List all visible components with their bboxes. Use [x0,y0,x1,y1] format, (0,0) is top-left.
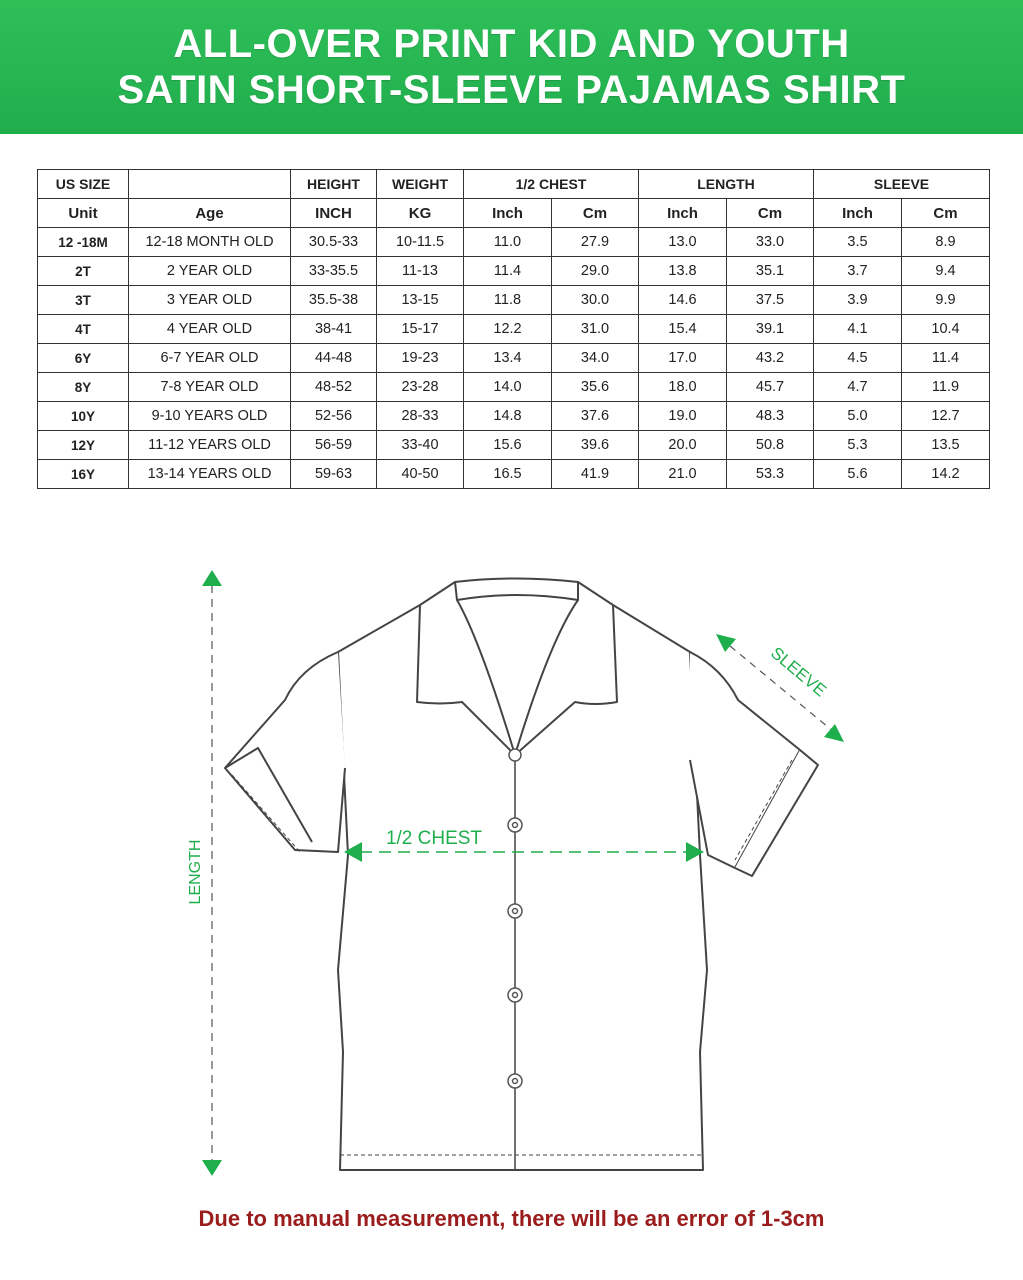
table-row [38,460,990,489]
cell-sleeve-inch: 3.7 [814,257,902,286]
header-us-size: US SIZE [38,170,129,199]
cell-weight: 19-23 [377,344,464,373]
cell-chest-inch: 11.0 [464,228,552,257]
cell-size: 6Y [38,344,129,373]
cell-weight: 28-33 [377,402,464,431]
cell-sleeve-inch: 5.3 [814,431,902,460]
cell-sleeve-cm: 8.9 [902,228,990,257]
cell-size: 2T [38,257,129,286]
cell-weight: 40-50 [377,460,464,489]
cell-age: 2 YEAR OLD [129,257,291,286]
table-row [38,315,990,344]
header-height: HEIGHT [291,170,377,199]
arrow-down-icon [202,1160,222,1176]
cell-sleeve-cm: 9.9 [902,286,990,315]
cell-height: 38-41 [291,315,377,344]
shirt-diagram [0,540,1023,1190]
cell-sleeve-cm: 11.4 [902,344,990,373]
cell-sleeve-cm: 14.2 [902,460,990,489]
cell-size: 10Y [38,402,129,431]
table-row [38,228,990,257]
table-row [38,373,990,402]
cell-sleeve-inch: 5.0 [814,402,902,431]
cell-weight: 15-17 [377,315,464,344]
cell-length-cm: 45.7 [727,373,814,402]
cell-height: 59-63 [291,460,377,489]
title-line-2: SATIN SHORT-SLEEVE PAJAMAS SHIRT [117,68,906,112]
cell-length-cm: 33.0 [727,228,814,257]
cell-length-cm: 50.8 [727,431,814,460]
cell-chest-cm: 31.0 [552,315,639,344]
cell-length-inch: 13.0 [639,228,727,257]
table-row [38,286,990,315]
header-sleeve: SLEEVE [814,170,990,199]
cell-age: 9-10 YEARS OLD [129,402,291,431]
arrow-up-icon [202,570,222,586]
cell-age: 6-7 YEAR OLD [129,344,291,373]
size-chart-table [37,169,990,489]
cell-age: 3 YEAR OLD [129,286,291,315]
chest-label: 1/2 CHEST [385,828,483,849]
header-length: LENGTH [639,170,814,199]
table-row [38,431,990,460]
title-banner [0,0,1023,134]
cell-height: 44-48 [291,344,377,373]
title-line-1: ALL-OVER PRINT KID AND YOUTH [173,22,850,66]
cell-age: 11-12 YEARS OLD [129,431,291,460]
cell-weight: 23-28 [377,373,464,402]
cell-length-inch: 21.0 [639,460,727,489]
cell-chest-inch: 13.4 [464,344,552,373]
table-header-row-1 [38,170,990,199]
cell-chest-inch: 16.5 [464,460,552,489]
cell-age: 4 YEAR OLD [129,315,291,344]
cell-length-inch: 18.0 [639,373,727,402]
cell-height: 35.5-38 [291,286,377,315]
cell-size: 8Y [38,373,129,402]
cell-size: 16Y [38,460,129,489]
cell-height: 52-56 [291,402,377,431]
cell-length-cm: 53.3 [727,460,814,489]
header-weight: WEIGHT [377,170,464,199]
header-length-inch: Inch [639,199,727,228]
length-label: LENGTH [187,839,204,905]
cell-chest-inch: 14.0 [464,373,552,402]
cell-height: 33-35.5 [291,257,377,286]
header-blank [129,170,291,199]
cell-sleeve-cm: 12.7 [902,402,990,431]
header-unit: Unit [38,199,129,228]
cell-weight: 13-15 [377,286,464,315]
cell-height: 48-52 [291,373,377,402]
cell-age: 7-8 YEAR OLD [129,373,291,402]
header-length-cm: Cm [727,199,814,228]
cell-chest-cm: 35.6 [552,373,639,402]
cell-sleeve-inch: 4.5 [814,344,902,373]
cell-sleeve-inch: 4.7 [814,373,902,402]
cell-height: 30.5-33 [291,228,377,257]
sleeve-label: SLEEVE [767,643,830,701]
cell-length-cm: 39.1 [727,315,814,344]
cell-chest-inch: 15.6 [464,431,552,460]
cell-size: 4T [38,315,129,344]
header-chest: 1/2 CHEST [464,170,639,199]
cell-chest-cm: 29.0 [552,257,639,286]
cell-height: 56-59 [291,431,377,460]
cell-length-cm: 37.5 [727,286,814,315]
cell-chest-cm: 34.0 [552,344,639,373]
header-height-unit: INCH [291,199,377,228]
table-row [38,257,990,286]
header-age: Age [129,199,291,228]
cell-length-cm: 35.1 [727,257,814,286]
arrow-up-left-icon [716,634,736,652]
cell-weight: 11-13 [377,257,464,286]
cell-chest-inch: 11.8 [464,286,552,315]
header-chest-inch: Inch [464,199,552,228]
length-measure [187,570,222,1176]
cell-length-cm: 43.2 [727,344,814,373]
cell-weight: 10-11.5 [377,228,464,257]
cell-sleeve-inch: 3.5 [814,228,902,257]
cell-sleeve-inch: 5.6 [814,460,902,489]
cell-length-cm: 48.3 [727,402,814,431]
cell-length-inch: 15.4 [639,315,727,344]
cell-size: 12 -18M [38,228,129,257]
arrow-down-right-icon [824,724,844,742]
cell-length-inch: 14.6 [639,286,727,315]
cell-size: 3T [38,286,129,315]
cell-size: 12Y [38,431,129,460]
table-row [38,402,990,431]
measurement-note: Due to manual measurement, there will be an error of 1-3cm [198,1206,825,1231]
cell-length-inch: 20.0 [639,431,727,460]
cell-weight: 33-40 [377,431,464,460]
cell-length-inch: 13.8 [639,257,727,286]
cell-sleeve-inch: 3.9 [814,286,902,315]
cell-sleeve-cm: 11.9 [902,373,990,402]
header-sleeve-inch: Inch [814,199,902,228]
cell-length-inch: 17.0 [639,344,727,373]
cell-chest-cm: 30.0 [552,286,639,315]
cell-sleeve-cm: 9.4 [902,257,990,286]
header-sleeve-cm: Cm [902,199,990,228]
cell-chest-cm: 27.9 [552,228,639,257]
cell-length-inch: 19.0 [639,402,727,431]
cell-chest-inch: 11.4 [464,257,552,286]
header-weight-unit: KG [377,199,464,228]
cell-sleeve-cm: 13.5 [902,431,990,460]
cell-chest-inch: 12.2 [464,315,552,344]
cell-age: 13-14 YEARS OLD [129,460,291,489]
cell-sleeve-cm: 10.4 [902,315,990,344]
table-row [38,344,990,373]
cell-chest-cm: 41.9 [552,460,639,489]
cell-chest-inch: 14.8 [464,402,552,431]
cell-age: 12-18 MONTH OLD [129,228,291,257]
header-chest-cm: Cm [552,199,639,228]
cell-chest-cm: 39.6 [552,431,639,460]
table-header-row-2 [38,199,990,228]
cell-chest-cm: 37.6 [552,402,639,431]
button-icon [509,749,521,761]
cell-sleeve-inch: 4.1 [814,315,902,344]
